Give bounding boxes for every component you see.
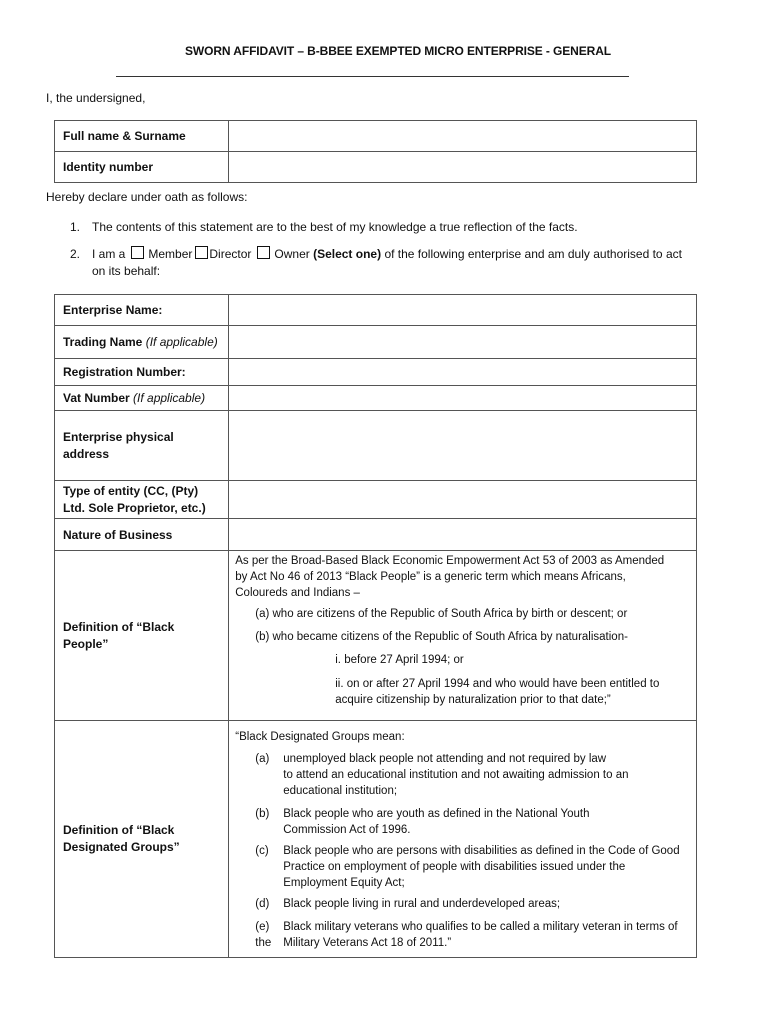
nature-label: Nature of Business [55,519,229,551]
entity-type-label [55,481,229,519]
bdg-a-line3: educational institution; [283,785,398,797]
bdg-e-mark: (e) [255,921,270,933]
trading-name-field[interactable] [229,326,697,359]
bdg-label-line1: Definition of “Black [63,823,175,837]
nature-field[interactable] [229,519,697,551]
declaration-text: Hereby declare under oath as follows: [46,190,248,204]
bdg-mark-a: (a) [255,753,270,765]
document-title: SWORN AFFIDAVIT – B-BBEE EXEMPTED MICRO ENTERPRISE - GENERAL [184,44,612,58]
address-label-line1: Enterprise physical [63,429,174,444]
table-row [55,411,697,481]
bp-item-b: (b) who became citizens of the Republic of South Africa by naturalisation- [255,631,628,643]
identity-number-field[interactable] [229,152,697,183]
bp-item-a: (a) who are citizens of the Republic of South Africa by birth or descent; or [255,608,628,620]
table-row [55,519,697,551]
full-name-field[interactable] [229,121,697,152]
table-row [55,721,697,958]
bdg-c-line3: Employment Equity Act; [283,877,405,889]
bp-label-line2: People” [63,636,109,651]
bp-ii-line1: ii. on or after 27 April 1994 and who would have been entitled to [335,678,660,690]
bp-ii-line2: acquire citizenship by naturalization prior to that date;” [335,694,611,706]
bdg-item-a [283,751,628,799]
bdg-mark-d: (d) [255,898,270,910]
bdg-b-line2: Commission Act of 1996. [283,824,411,836]
bdg-a-line2: to attend an educational institution and not awaiting admission to an [283,769,629,781]
intro-text: I, the undersigned, [46,91,146,105]
bdg-b-line1: Black people who are youth as defined in the National Youth [283,808,590,820]
title-underline [116,76,629,77]
bdg-mark-c: (c) [255,845,269,857]
owner-label: Owner [274,247,310,261]
table-row [55,152,697,183]
bdg-c-line2: Practice on employment of people with disabilities issued under the [283,861,626,873]
bdg-label-line2: Designated Groups” [63,840,180,854]
bdg-c-line1: Black people who are persons with disabilities as defined in the Code of Good [283,845,680,857]
table-row [55,359,697,386]
address-label-line2: address [63,446,110,461]
black-people-label [55,551,229,721]
role-suffix: of the following enterprise and am duly authorised to act [384,247,682,261]
registration-label: Registration Number: [55,359,229,386]
list-item-1 [70,220,578,234]
vat-note: (If applicable) [133,391,206,405]
trading-name-label [55,326,229,359]
bdg-mark-e [255,919,271,951]
table-row [55,551,697,721]
enterprise-name-field[interactable] [229,295,697,326]
address-label [55,411,229,481]
member-label: Member [148,247,193,261]
bdg-item-c [283,843,679,891]
full-name-label: Full name & Surname [55,121,229,152]
role-line-2: on its behalf: [92,264,161,278]
designated-groups-label [55,721,229,958]
item-text: The contents of this statement are to the best of my knowledge a true reflection of the facts. [92,220,578,234]
bdg-a-line1: unemployed black people not attending and not required by law [283,753,607,765]
director-checkbox[interactable] [195,246,208,259]
bdg-e-line2: Military Veterans Act 18 of 2011.” [283,937,452,949]
trading-name-text: Trading Name [63,335,143,349]
table-row [55,121,697,152]
entity-label-line1: Type of entity (CC, (Pty) [63,483,199,498]
item-number: 1. [70,220,81,234]
bp-item-ii [335,676,659,708]
bdg-e-line1: Black military veterans who qualifies to be called a military veteran in terms of [283,921,678,933]
bp-label-line1: Definition of “Black [63,619,175,634]
address-field[interactable] [229,411,697,481]
identity-table [54,120,697,183]
vat-field[interactable] [229,386,697,411]
bdg-item-d: Black people living in rural and underdeveloped areas; [283,898,561,910]
vat-text: Vat Number [63,391,130,405]
select-one-note: (Select one) [313,247,382,261]
enterprise-name-label: Enterprise Name: [55,295,229,326]
trading-name-note: (If applicable) [145,335,218,349]
designated-groups-definition [229,721,697,958]
entity-label-line2: Ltd. Sole Proprietor, etc.) [63,500,206,515]
bdg-intro: “Black Designated Groups mean: [235,731,405,743]
owner-checkbox[interactable] [257,246,270,259]
list-item-2 [70,246,682,261]
role-prefix: I am a [92,247,126,261]
black-people-definition [229,551,697,721]
bp-item-i: i. before 27 April 1994; or [335,654,464,666]
bp-line3: Coloureds and Indians – [235,587,360,599]
item-number: 2. [70,247,81,261]
entity-type-field[interactable] [229,481,697,519]
bdg-item-b [283,806,589,838]
table-row [55,295,697,326]
director-label: Director [209,247,252,261]
bp-line2: by Act No 46 of 2013 “Black People” is a generic term which means Africans, [235,571,626,583]
identity-number-label: Identity number [55,152,229,183]
table-row [55,386,697,411]
vat-label [55,386,229,411]
bdg-mark-b: (b) [255,808,270,820]
bdg-item-e [283,919,677,951]
member-checkbox[interactable] [131,246,144,259]
table-row [55,481,697,519]
bp-paragraph [235,553,664,601]
bdg-e-mark2: the [255,937,272,949]
table-row [55,326,697,359]
enterprise-table [54,294,697,958]
bp-line1: As per the Broad-Based Black Economic Empowerment Act 53 of 2003 as Amended [235,555,665,567]
registration-field[interactable] [229,359,697,386]
